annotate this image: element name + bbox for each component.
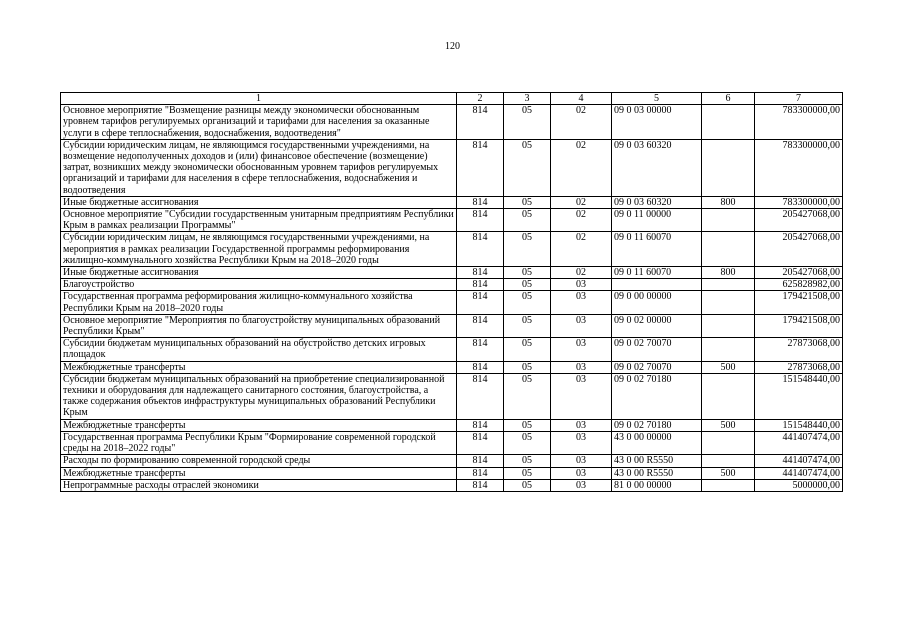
ministry-code-cell: 814 — [457, 338, 504, 361]
section-code-cell: 05 — [504, 455, 551, 467]
target-article-cell: 09 0 03 00000 — [612, 105, 702, 140]
table-row — [61, 479, 843, 491]
expense-name-cell: Субсидии юридическим лицам, не являющимся государственными учреждениями, на мероприятия в рамках реализации Государственной программы реформирования жилищно-коммунального хозяйства Республики Крым на 2018–2020 годы — [61, 232, 457, 267]
expense-name-cell: Иные бюджетные ассигнования — [61, 267, 457, 279]
expense-name-cell: Иные бюджетные ассигнования — [61, 196, 457, 208]
subsection-code-cell: 02 — [551, 209, 612, 232]
subsection-code-cell: 03 — [551, 338, 612, 361]
expense-type-cell — [702, 314, 755, 337]
target-article-cell: 81 0 00 00000 — [612, 479, 702, 491]
expense-type-cell — [702, 373, 755, 419]
target-article-cell: 09 0 11 60070 — [612, 267, 702, 279]
ministry-code-cell: 814 — [457, 479, 504, 491]
column-header: 2 — [457, 93, 504, 105]
section-code-cell: 05 — [504, 361, 551, 373]
ministry-code-cell: 814 — [457, 209, 504, 232]
table-row — [61, 314, 843, 337]
table-row — [61, 373, 843, 419]
expense-type-cell: 800 — [702, 267, 755, 279]
expense-type-cell — [702, 209, 755, 232]
table-row — [61, 338, 843, 361]
ministry-code-cell: 814 — [457, 431, 504, 454]
expense-name-cell: Субсидии юридическим лицам, не являющимся государственными учреждениями, на возмещение недополученных доходов и (или) финансовое обеспечение (возмещение) затрат, возникших между экономически обоснованным уровнем тарифов регулируемых организаций и тарифами для населения в сфере теплоснабжения, водоснабжения и водоотведения — [61, 139, 457, 196]
section-code-cell: 05 — [504, 232, 551, 267]
amount-cell: 27873068,00 — [755, 338, 843, 361]
target-article-cell: 43 0 00 00000 — [612, 431, 702, 454]
amount-cell: 151548440,00 — [755, 419, 843, 431]
target-article-cell: 09 0 03 60320 — [612, 139, 702, 196]
expense-type-cell — [702, 232, 755, 267]
section-code-cell: 05 — [504, 209, 551, 232]
target-article-cell: 09 0 02 70070 — [612, 338, 702, 361]
amount-cell: 151548440,00 — [755, 373, 843, 419]
subsection-code-cell: 02 — [551, 105, 612, 140]
section-code-cell: 05 — [504, 419, 551, 431]
target-article-cell: 43 0 00 R5550 — [612, 455, 702, 467]
amount-cell: 5000000,00 — [755, 479, 843, 491]
amount-cell: 441407474,00 — [755, 455, 843, 467]
subsection-code-cell: 02 — [551, 267, 612, 279]
expense-type-cell — [702, 431, 755, 454]
ministry-code-cell: 814 — [457, 361, 504, 373]
table-row — [61, 291, 843, 314]
target-article-cell: 09 0 11 00000 — [612, 209, 702, 232]
subsection-code-cell: 03 — [551, 373, 612, 419]
amount-cell: 205427068,00 — [755, 267, 843, 279]
ministry-code-cell: 814 — [457, 291, 504, 314]
table-row — [61, 361, 843, 373]
ministry-code-cell: 814 — [457, 279, 504, 291]
section-code-cell: 05 — [504, 314, 551, 337]
target-article-cell: 09 0 02 70070 — [612, 361, 702, 373]
amount-cell: 625828982,00 — [755, 279, 843, 291]
ministry-code-cell: 814 — [457, 314, 504, 337]
expense-name-cell: Основное мероприятие "Субсидии государственным унитарным предприятиям Республики Крым в рамках реализации Программы" — [61, 209, 457, 232]
table-row — [61, 467, 843, 479]
target-article-cell: 09 0 02 70180 — [612, 419, 702, 431]
budget-table — [60, 92, 843, 492]
table-row — [61, 105, 843, 140]
subsection-code-cell: 02 — [551, 139, 612, 196]
subsection-code-cell: 03 — [551, 361, 612, 373]
ministry-code-cell: 814 — [457, 196, 504, 208]
expense-type-cell — [702, 139, 755, 196]
expense-type-cell: 500 — [702, 361, 755, 373]
section-code-cell: 05 — [504, 373, 551, 419]
amount-cell: 441407474,00 — [755, 467, 843, 479]
table-header-row — [61, 93, 843, 105]
section-code-cell: 05 — [504, 338, 551, 361]
table-row — [61, 431, 843, 454]
table-row — [61, 279, 843, 291]
expense-name-cell: Государственная программа реформирования жилищно-коммунального хозяйства Республики Крым на 2018–2020 годы — [61, 291, 457, 314]
table-row — [61, 196, 843, 208]
section-code-cell: 05 — [504, 267, 551, 279]
expense-name-cell: Государственная программа Республики Крым "Формирование современной городской среды на 2018–2022 годы" — [61, 431, 457, 454]
expense-name-cell: Межбюджетные трансферты — [61, 361, 457, 373]
section-code-cell: 05 — [504, 279, 551, 291]
target-article-cell: 09 0 00 00000 — [612, 291, 702, 314]
column-header: 4 — [551, 93, 612, 105]
expense-type-cell — [702, 338, 755, 361]
ministry-code-cell: 814 — [457, 267, 504, 279]
target-article-cell — [612, 279, 702, 291]
expense-name-cell: Благоустройство — [61, 279, 457, 291]
ministry-code-cell: 814 — [457, 232, 504, 267]
subsection-code-cell: 03 — [551, 291, 612, 314]
table-row — [61, 209, 843, 232]
subsection-code-cell: 03 — [551, 279, 612, 291]
target-article-cell: 09 0 02 00000 — [612, 314, 702, 337]
expense-name-cell: Межбюджетные трансферты — [61, 467, 457, 479]
column-header: 6 — [702, 93, 755, 105]
subsection-code-cell: 03 — [551, 455, 612, 467]
target-article-cell: 09 0 11 60070 — [612, 232, 702, 267]
table-row — [61, 139, 843, 196]
subsection-code-cell: 03 — [551, 479, 612, 491]
ministry-code-cell: 814 — [457, 419, 504, 431]
expense-name-cell: Основное мероприятие "Мероприятия по благоустройству муниципальных образований Республики Крым" — [61, 314, 457, 337]
table-row — [61, 419, 843, 431]
ministry-code-cell: 814 — [457, 105, 504, 140]
ministry-code-cell: 814 — [457, 373, 504, 419]
amount-cell: 441407474,00 — [755, 431, 843, 454]
expense-name-cell: Непрограммные расходы отраслей экономики — [61, 479, 457, 491]
expense-type-cell: 800 — [702, 196, 755, 208]
expense-name-cell: Субсидии бюджетам муниципальных образований на обустройство детских игровых площадок — [61, 338, 457, 361]
table-row — [61, 232, 843, 267]
amount-cell: 205427068,00 — [755, 209, 843, 232]
amount-cell: 179421508,00 — [755, 314, 843, 337]
expense-type-cell — [702, 455, 755, 467]
expense-name-cell: Субсидии бюджетам муниципальных образований на приобретение специализированной техники и оборудования для надлежащего санитарного состояния, благоустройства, а также содержания объектов инфраструктуры муниципальных образований Республики Крым — [61, 373, 457, 419]
column-header: 1 — [61, 93, 457, 105]
amount-cell: 783300000,00 — [755, 105, 843, 140]
target-article-cell: 09 0 03 60320 — [612, 196, 702, 208]
subsection-code-cell: 02 — [551, 196, 612, 208]
expense-name-cell: Расходы по формированию современной городской среды — [61, 455, 457, 467]
subsection-code-cell: 02 — [551, 232, 612, 267]
amount-cell: 27873068,00 — [755, 361, 843, 373]
target-article-cell: 09 0 02 70180 — [612, 373, 702, 419]
expense-name-cell: Межбюджетные трансферты — [61, 419, 457, 431]
section-code-cell: 05 — [504, 105, 551, 140]
expense-type-cell — [702, 279, 755, 291]
amount-cell: 205427068,00 — [755, 232, 843, 267]
section-code-cell: 05 — [504, 196, 551, 208]
expense-type-cell: 500 — [702, 467, 755, 479]
section-code-cell: 05 — [504, 467, 551, 479]
ministry-code-cell: 814 — [457, 139, 504, 196]
ministry-code-cell: 814 — [457, 467, 504, 479]
subsection-code-cell: 03 — [551, 419, 612, 431]
table-row — [61, 267, 843, 279]
section-code-cell: 05 — [504, 431, 551, 454]
expense-type-cell — [702, 291, 755, 314]
section-code-cell: 05 — [504, 291, 551, 314]
ministry-code-cell: 814 — [457, 455, 504, 467]
subsection-code-cell: 03 — [551, 467, 612, 479]
amount-cell: 179421508,00 — [755, 291, 843, 314]
column-header: 5 — [612, 93, 702, 105]
expense-type-cell — [702, 105, 755, 140]
subsection-code-cell: 03 — [551, 314, 612, 337]
section-code-cell: 05 — [504, 479, 551, 491]
expense-type-cell — [702, 479, 755, 491]
table-row — [61, 455, 843, 467]
column-header: 7 — [755, 93, 843, 105]
amount-cell: 783300000,00 — [755, 196, 843, 208]
column-header: 3 — [504, 93, 551, 105]
amount-cell: 783300000,00 — [755, 139, 843, 196]
expense-name-cell: Основное мероприятие "Возмещение разницы между экономически обоснованным уровнем тарифов регулируемых организаций и тарифами для населения за оказанные услуги в сфере теплоснабжения, водоснабжения, водоотведения" — [61, 105, 457, 140]
section-code-cell: 05 — [504, 139, 551, 196]
target-article-cell: 43 0 00 R5550 — [612, 467, 702, 479]
page-number: 120 — [445, 41, 460, 52]
subsection-code-cell: 03 — [551, 431, 612, 454]
expense-type-cell: 500 — [702, 419, 755, 431]
